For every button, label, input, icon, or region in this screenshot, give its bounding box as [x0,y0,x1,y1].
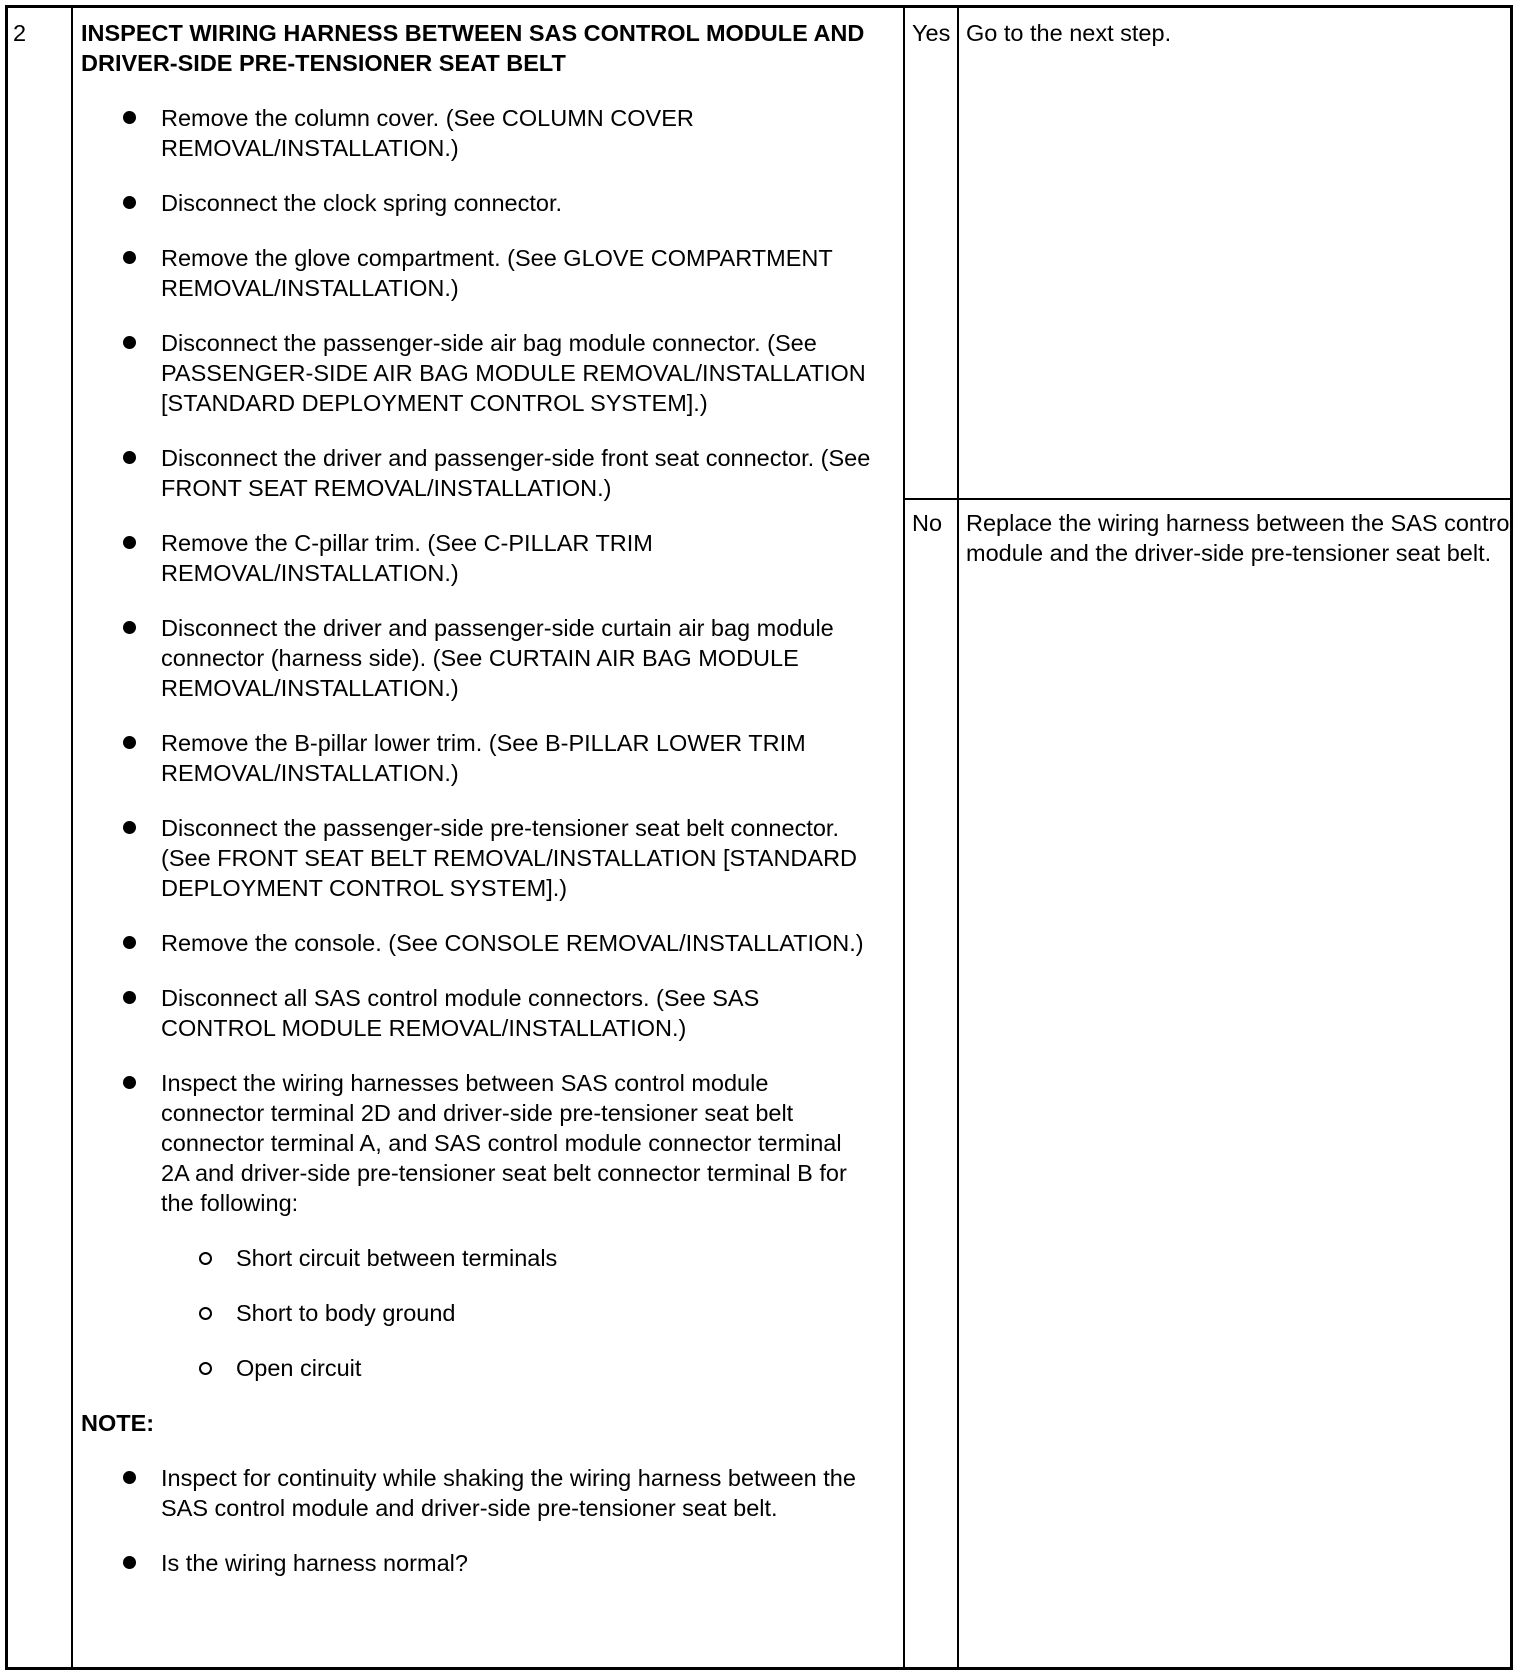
list-item: Disconnect the clock spring connector. [81,188,871,218]
no-label: No [912,510,943,536]
no-action: Replace the wiring harness between the SAS control module and the driver-side pre-tensioner seat belt. [966,510,1515,566]
bullet-icon [123,1471,136,1484]
yes-label: Yes [912,20,951,46]
bullet-icon [123,196,136,209]
list-item: Inspect the wiring harnesses between SAS control module connector terminal 2D and driver-side pre-tensioner seat belt connector terminal A, and SAS control module connector terminal 2A and driver-side pre-tensioner seat belt connector terminal B for the following: [81,1068,871,1218]
condition-item: Short circuit between terminals [81,1243,871,1273]
column-divider-step [71,8,73,1667]
circle-bullet-icon [199,1362,212,1375]
bullet-icon [123,936,136,949]
instruction-list [81,103,871,1603]
bullet-icon [123,451,136,464]
column-divider-action [903,8,905,1667]
bullet-icon [123,621,136,634]
list-item: Remove the C-pillar trim. (See C-PILLAR TRIM REMOVAL/INSTALLATION.) [81,528,871,588]
bullet-icon [123,821,136,834]
list-item: Remove the glove compartment. (See GLOVE COMPARTMENT REMOVAL/INSTALLATION.) [81,243,871,303]
column-divider-result [957,8,959,1667]
note-item: Is the wiring harness normal? [81,1548,871,1578]
bullet-icon [123,336,136,349]
procedure-table [5,5,1513,1670]
condition-item: Short to body ground [81,1298,871,1328]
circle-bullet-icon [199,1307,212,1320]
list-item: Disconnect the driver and passenger-side curtain air bag module connector (harness side). (See CURTAIN AIR BAG MODULE REMOVAL/INSTALLATION.) [81,613,871,703]
bullet-icon [123,1076,136,1089]
list-item: Disconnect the passenger-side air bag module connector. (See PASSENGER-SIDE AIR BAG MODULE REMOVAL/INSTALLATION [STANDARD DEPLOYMENT CONTROL SYSTEM].) [81,328,871,418]
list-item: Remove the column cover. (See COLUMN COVER REMOVAL/INSTALLATION.) [81,103,871,163]
list-item: Remove the B-pillar lower trim. (See B-PILLAR LOWER TRIM REMOVAL/INSTALLATION.) [81,728,871,788]
list-item: Disconnect the passenger-side pre-tensioner seat belt connector. (See FRONT SEAT BELT REMOVAL/INSTALLATION [STANDARD DEPLOYMENT CONTROL SYSTEM].) [81,813,871,903]
note-label: NOTE: [81,1410,155,1436]
circle-bullet-icon [199,1252,212,1265]
list-item: Disconnect all SAS control module connectors. (See SAS CONTROL MODULE REMOVAL/INSTALLATION.) [81,983,871,1043]
bullet-icon [123,536,136,549]
note-item: Inspect for continuity while shaking the wiring harness between the SAS control module and driver-side pre-tensioner seat belt. [81,1463,871,1523]
step-heading: INSPECT WIRING HARNESS BETWEEN SAS CONTROL MODULE AND DRIVER-SIDE PRE-TENSIONER SEAT BELT [81,20,865,76]
bullet-icon [123,736,136,749]
bullet-icon [123,111,136,124]
result-row-divider [903,498,1513,500]
step-number: 2 [13,20,27,46]
list-item: Remove the console. (See CONSOLE REMOVAL/INSTALLATION.) [81,928,871,958]
yes-action: Go to the next step. [966,20,1172,46]
bullet-icon [123,1556,136,1569]
bullet-icon [123,991,136,1004]
list-item: Disconnect the driver and passenger-side front seat connector. (See FRONT SEAT REMOVAL/INSTALLATION.) [81,443,871,503]
condition-item: Open circuit [81,1353,871,1383]
bullet-icon [123,251,136,264]
